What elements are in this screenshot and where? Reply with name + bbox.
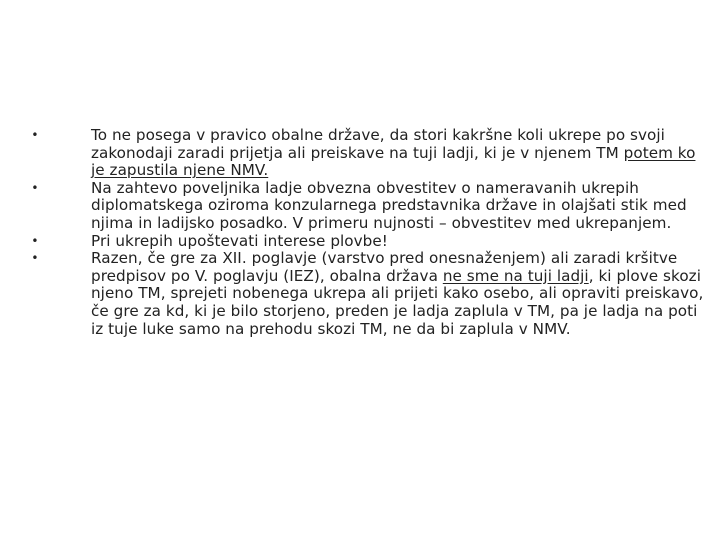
- bullet-3-text: Pri ukrepih upoštevati interese plovbe!: [91, 231, 388, 250]
- bullet-4-text-start: Razen, če gre za XII. poglavje (varstvo pred onesnaženjem) ali zaradi kršitve predpisov po V. poglavju (IEZ), obalna država: [91, 249, 678, 285]
- bullet-list: [30, 127, 720, 338]
- bullet-1-underlined-text: potem ko je zapustila njene NMV.: [91, 143, 696, 180]
- bullet-dot-icon: •: [31, 180, 39, 195]
- bullet-2-text: Na zahtevo poveljnika ladje obvezna obvestitev o nameravanih ukrepih diplomatskega oziroma konzularnega predstavnika države in olajšati stik med njima in ladijsko posadko. V primeru nujnosti – obvestitev med ukrepanjem.: [91, 178, 687, 232]
- bullet-dot-icon: •: [31, 233, 39, 248]
- bullet-item-2: [30, 180, 713, 233]
- bullet-1-text: To ne posega v pravico obalne države, da stori kakršne koli ukrepe po svoji zakonodaji zaradi prijetja ali preiskave na tuji ladji, ki je v njenem TM: [91, 126, 665, 162]
- bullet-dot-icon: •: [31, 128, 39, 142]
- bullet-item-3: [30, 233, 713, 251]
- bullet-item-4: [30, 250, 713, 338]
- bullet-4-text-end: , ki plove skozi njeno TM, sprejeti nobenega ukrepa ali prijeti kako osebo, ali opraviti preiskavo, če gre za kd, ki je bilo storjeno, preden je ladja zaplula v TM, pa je ladja na poti iz tuje luke samo na prehodu skozi TM, ne da bi zaplula v NMV.: [91, 266, 704, 338]
- bullet-4-underlined-text: ne sme na tuji ladji: [442, 266, 589, 285]
- bullet-dot-icon: •: [31, 251, 39, 266]
- bullet-item-1: [30, 127, 713, 180]
